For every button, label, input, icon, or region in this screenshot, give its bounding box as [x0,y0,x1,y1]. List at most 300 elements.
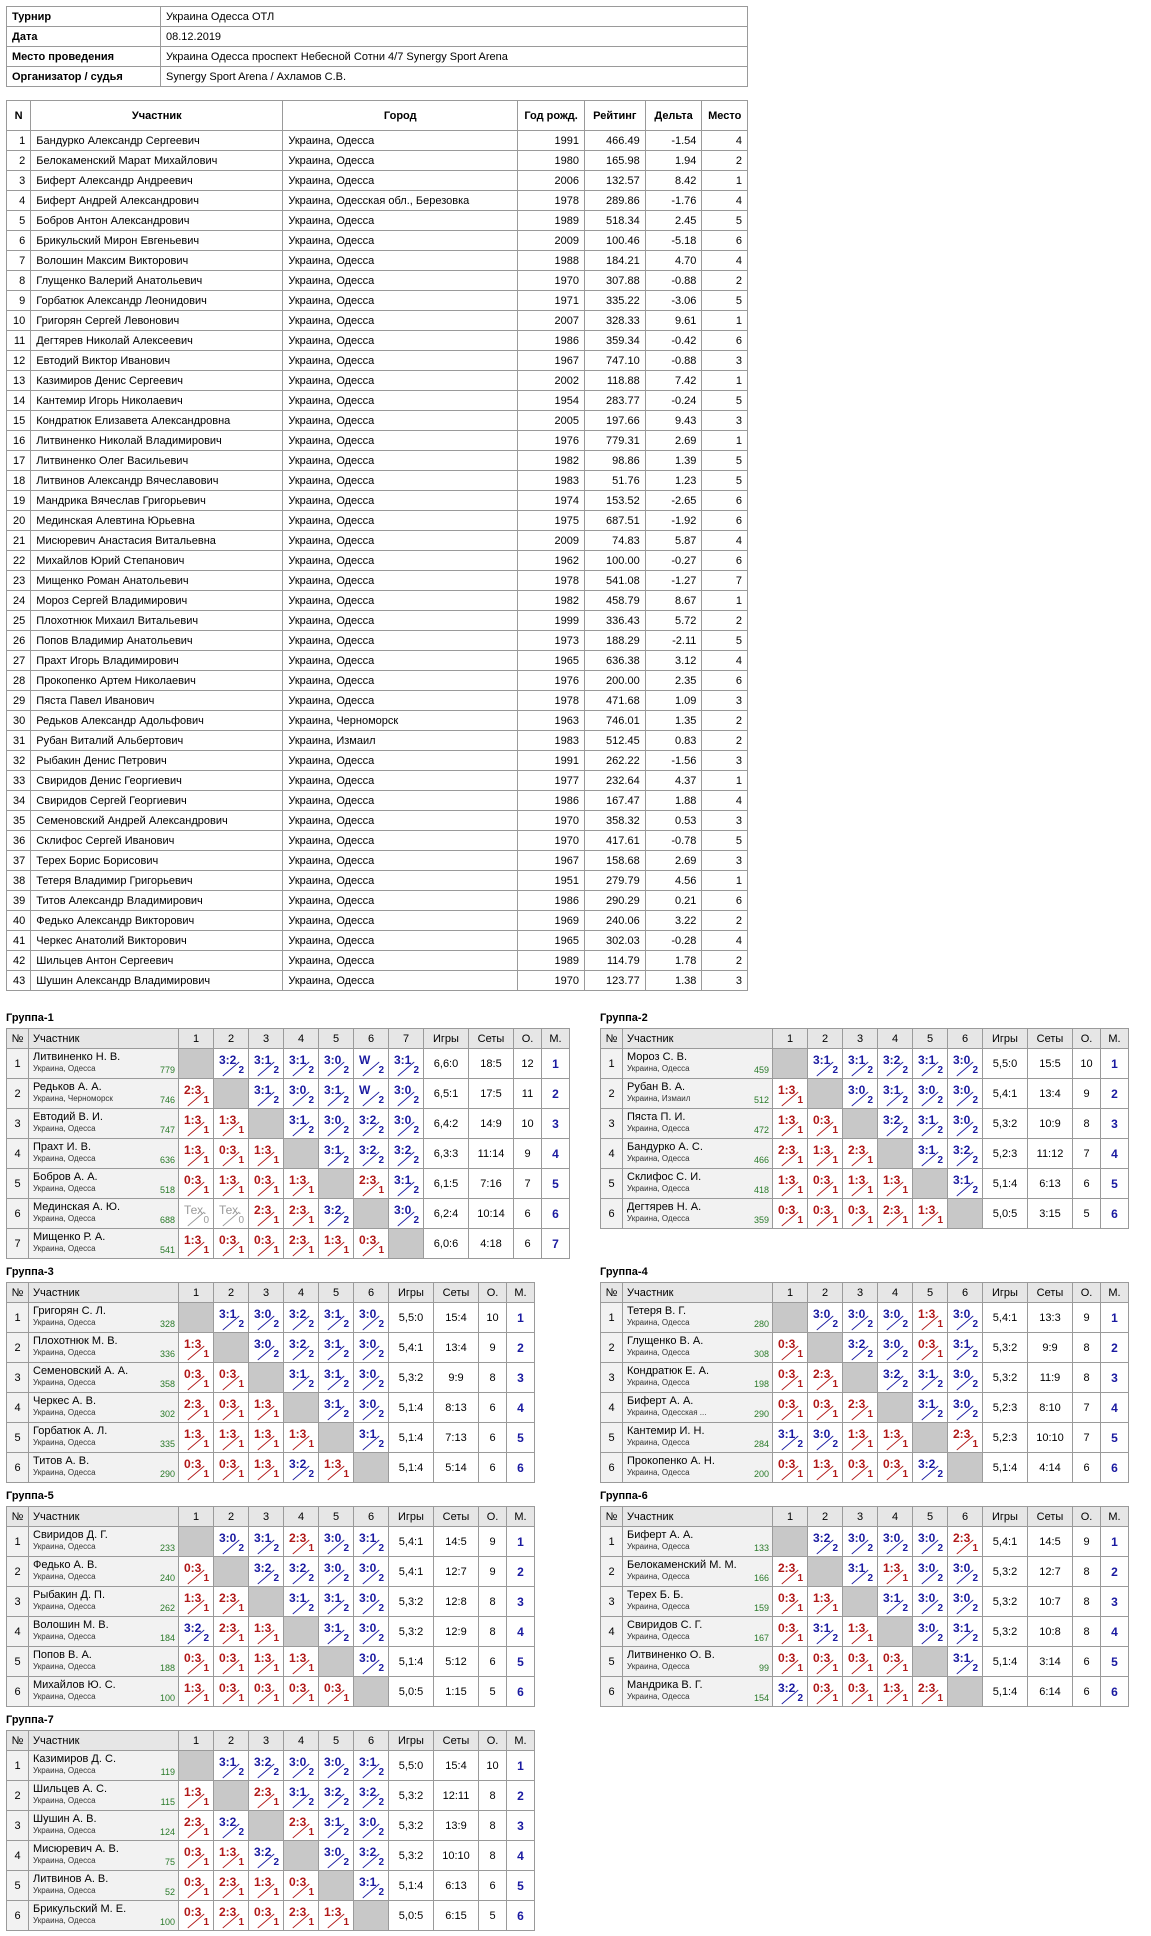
participant-city: Украина, Одесса [283,771,518,791]
group-place: 4 [507,1841,535,1871]
participant-row [7,191,748,211]
match-points: 2 [867,1573,873,1584]
group-player-rating: 336 [159,1349,175,1359]
group-place: 2 [1101,1557,1129,1587]
group-player-rating: 52 [164,1887,175,1897]
match-result [284,1079,318,1108]
group-row-number: 3 [601,1587,623,1617]
match-result [214,1527,248,1556]
group-result-cell [249,1751,284,1781]
participant-number: 26 [7,631,31,651]
match-score: 3:2 [324,1785,342,1799]
group-points: 8 [1073,1333,1101,1363]
match-score: 3:2 [289,1561,307,1575]
group-place: 2 [507,1333,535,1363]
group-player-name: Михайлов Ю. С. [33,1679,116,1691]
match-result [808,1647,842,1676]
group-result-cell [284,1527,319,1557]
group-result-cell [878,1557,913,1587]
match-result [319,1901,353,1930]
group-result-cell [214,1453,249,1483]
match-result [249,1333,283,1362]
match-score: 3:1 [813,1621,831,1635]
group-sets: 15:5 [1028,1049,1073,1079]
group-result-cell [354,1229,389,1259]
match-score: 3:0 [953,1053,971,1067]
participant-delta: -1.56 [645,751,702,771]
match-score: 3:1 [254,1083,272,1097]
group-result-cell [948,1169,983,1199]
match-score: 3:1 [359,1531,377,1545]
match-result [179,1423,213,1452]
group-result-cell [389,1109,424,1139]
participant-delta: -0.28 [645,931,702,951]
participant-row [7,251,748,271]
match-points: 2 [238,1065,244,1076]
group-player-rating: 308 [753,1349,769,1359]
group-player-city: Украина, Одесса [33,1244,96,1253]
group-result-cell [249,1647,284,1677]
match-result [389,1109,423,1138]
match-result [249,1169,283,1198]
group-header-games: Игры [983,1283,1028,1303]
group-player-rating: 358 [159,1379,175,1389]
participant-row [7,911,748,931]
participant-name: Титов Александр Владимирович [31,891,283,911]
match-points: 0 [203,1215,209,1226]
match-result [773,1079,807,1108]
participant-place: 2 [702,711,748,731]
participant-delta: 8.67 [645,591,702,611]
group-sets: 9:9 [434,1363,479,1393]
match-result [214,1453,248,1482]
group-result-cell [179,1229,214,1259]
participant-place: 1 [702,771,748,791]
match-result [354,1333,388,1362]
match-score: 3:1 [324,1367,342,1381]
match-result [948,1587,982,1616]
group-place: 2 [1101,1333,1129,1363]
participant-rating: 747.10 [584,351,645,371]
match-points: 2 [378,1663,384,1674]
participant-rating: 200.00 [584,671,645,691]
match-points: 1 [832,1603,838,1614]
group-player-city: Украина, Одесса [627,1064,690,1073]
group-result-cell [179,1617,214,1647]
group-place: 6 [542,1199,570,1229]
group-place: 6 [1101,1677,1129,1707]
match-points: 1 [238,1439,244,1450]
match-points: 1 [238,1125,244,1136]
participants-table [6,100,748,991]
group-games: 5,3:2 [983,1109,1028,1139]
participant-city: Украина, Одесса [283,911,518,931]
group-header-games: Игры [983,1507,1028,1527]
match-points: 1 [273,1409,279,1420]
participant-delta: 1.09 [645,691,702,711]
participant-city: Украина, Одесса [283,311,518,331]
participant-place: 4 [702,651,748,671]
match-result [354,1587,388,1616]
group-row-number: 6 [7,1901,29,1931]
match-result [179,1363,213,1392]
match-points: 1 [273,1917,279,1928]
match-score: 3:2 [848,1337,866,1351]
group-player-cell [623,1333,773,1363]
participant-birth-year: 1965 [518,651,585,671]
match-result [179,1557,213,1586]
group-self-cell [773,1049,808,1079]
group-sets: 10:8 [1028,1617,1073,1647]
match-score: 0:3 [813,1397,831,1411]
match-points: 1 [238,1603,244,1614]
match-score: 1:3 [813,1143,831,1157]
group-place: 1 [1101,1049,1129,1079]
group-result-cell [214,1109,249,1139]
match-result [284,1453,318,1482]
group-row-number: 2 [7,1333,29,1363]
match-score: 0:3 [184,1875,202,1889]
match-points: 1 [238,1155,244,1166]
group-player-rating: 184 [159,1633,175,1643]
match-result [354,1811,388,1840]
participant-birth-year: 1974 [518,491,585,511]
match-points: 2 [343,1767,349,1778]
group-header-player: Участник [29,1507,179,1527]
group-player-cell [29,1677,179,1707]
match-score: 1:3 [918,1307,936,1321]
group-result-cell [843,1049,878,1079]
group-place: 4 [542,1139,570,1169]
participant-delta: 1.38 [645,971,702,991]
participant-birth-year: 1978 [518,191,585,211]
group-header-points: О. [1073,1507,1101,1527]
group-result-cell [808,1049,843,1079]
group-header-sets: Сеты [434,1507,479,1527]
participant-name: Белокаменский Марат Михайлович [31,151,283,171]
group-result-cell [948,1527,983,1557]
match-result [913,1617,947,1646]
group-result-cell [284,1333,319,1363]
match-result [249,1139,283,1168]
group-header-num: № [7,1731,29,1751]
group-result-cell [249,1229,284,1259]
match-result [354,1109,388,1138]
match-result [948,1109,982,1138]
group-self-cell [319,1871,354,1901]
group-result-cell [354,1811,389,1841]
group-row-number: 6 [7,1199,29,1229]
match-score: 1:3 [848,1173,866,1187]
match-points: 1 [203,1693,209,1704]
participants-header-cell: N [7,101,31,131]
match-points: 1 [238,1633,244,1644]
match-points: 2 [937,1409,943,1420]
match-points: 1 [797,1633,803,1644]
match-score: 3:0 [359,1591,377,1605]
match-score: 3:2 [254,1755,272,1769]
group-title: Группа-7 [6,1714,54,1726]
participant-row [7,271,748,291]
match-result [773,1423,807,1452]
group-player-rating: 166 [753,1573,769,1583]
group-self-cell [878,1617,913,1647]
match-points: 1 [902,1663,908,1674]
group-player-cell [29,1199,179,1229]
match-score: 2:3 [289,1531,307,1545]
match-points: 2 [308,1797,314,1808]
participant-rating: 240.06 [584,911,645,931]
match-score: 1:3 [778,1113,796,1127]
group-player-cell [29,1557,179,1587]
group-player-rating: 779 [159,1065,175,1075]
group-points: 10 [514,1109,542,1139]
match-result [878,1333,912,1362]
group-row-number: 5 [7,1871,29,1901]
match-points: 1 [238,1693,244,1704]
participant-number: 7 [7,251,31,271]
group-player-city: Украина, Одесса [627,1214,690,1223]
match-score: 3:0 [289,1755,307,1769]
participant-rating: 74.83 [584,531,645,551]
participant-delta: 3.22 [645,911,702,931]
match-score: 3:0 [359,1337,377,1351]
match-points: 2 [867,1349,873,1360]
participant-rating: 123.77 [584,971,645,991]
participant-birth-year: 1970 [518,831,585,851]
group-result-cell [249,1169,284,1199]
group-result-cell [214,1139,249,1169]
group-place: 3 [507,1587,535,1617]
match-points: 2 [902,1065,908,1076]
match-points: 2 [343,1215,349,1226]
participant-row [7,131,748,151]
group-result-cell [284,1303,319,1333]
group-place: 1 [1101,1527,1129,1557]
match-points: 1 [797,1215,803,1226]
group-header-row [7,1029,570,1049]
group-points: 8 [479,1841,507,1871]
match-points: 2 [273,1767,279,1778]
group-row [7,1677,535,1707]
group-player-rating: 466 [753,1155,769,1165]
participant-place: 5 [702,291,748,311]
group-points: 7 [1073,1423,1101,1453]
match-result [319,1333,353,1362]
group-result-cell [319,1393,354,1423]
participant-place: 2 [702,611,748,631]
group-sets: 4:14 [1028,1453,1073,1483]
match-score: 0:3 [184,1905,202,1919]
participant-delta: -1.27 [645,571,702,591]
group-row [601,1587,1129,1617]
match-score: 2:3 [813,1367,831,1381]
group-place: 4 [507,1617,535,1647]
group-result-cell [354,1333,389,1363]
match-result [249,1871,283,1900]
group-player-name: Свиридов Д. Г. [33,1529,108,1541]
match-result [179,1139,213,1168]
match-result [948,1139,982,1168]
match-points: 1 [238,1663,244,1674]
match-result [843,1617,877,1646]
group-player-rating: 328 [159,1319,175,1329]
match-score: 1:3 [219,1113,237,1127]
participant-city: Украина, Одесса [283,891,518,911]
match-score: 3:1 [254,1531,272,1545]
match-result [843,1647,877,1676]
match-points: 1 [203,1857,209,1868]
group-header-row [601,1029,1129,1049]
group-result-cell [354,1781,389,1811]
match-points: 2 [378,1125,384,1136]
group-row-number: 6 [7,1453,29,1483]
participant-place: 4 [702,791,748,811]
participant-birth-year: 1967 [518,351,585,371]
group-row-number: 6 [601,1677,623,1707]
match-result [913,1049,947,1078]
group-player-name: Пяста П. И. [627,1111,686,1123]
group-row [601,1303,1129,1333]
group-self-cell [249,1109,284,1139]
participant-rating: 262.22 [584,751,645,771]
group-result-cell [214,1423,249,1453]
match-points: 2 [378,1409,384,1420]
group-result-cell [913,1557,948,1587]
participant-place: 2 [702,731,748,751]
participant-delta: 1.39 [645,451,702,471]
group-row-number: 6 [7,1677,29,1707]
match-score: 1:3 [254,1651,272,1665]
info-value: 08.12.2019 [161,27,748,47]
group-player-name: Бобров А. А. [33,1171,98,1183]
match-result [284,1199,318,1228]
match-result [913,1199,947,1228]
match-score: 3:0 [953,1397,971,1411]
participant-city: Украина, Одесса [283,171,518,191]
participant-rating: 746.01 [584,711,645,731]
group-row-number: 5 [7,1169,29,1199]
participant-number: 4 [7,191,31,211]
match-points: 2 [343,1827,349,1838]
group-header-opponent: 1 [179,1029,214,1049]
participant-rating: 471.68 [584,691,645,711]
group-place: 1 [507,1527,535,1557]
match-score: 3:1 [324,1397,342,1411]
group-games: 5,4:1 [389,1333,434,1363]
participant-row [7,811,748,831]
group-games: 5,3:2 [389,1363,434,1393]
group-sets: 12:7 [434,1557,479,1587]
match-points: 1 [797,1125,803,1136]
group-row-number: 1 [601,1049,623,1079]
match-points: 1 [343,1693,349,1704]
group-games: 5,4:1 [983,1303,1028,1333]
group-sets: 6:15 [434,1901,479,1931]
group-player-rating: 459 [753,1065,769,1075]
participant-delta: -1.92 [645,511,702,531]
group-self-cell [948,1199,983,1229]
group-header-player: Участник [29,1029,179,1049]
match-result [249,1303,283,1332]
participant-row [7,591,748,611]
match-points: 1 [902,1469,908,1480]
group-result-cell [389,1199,424,1229]
group-points: 5 [1073,1199,1101,1229]
group-header-opponent: 2 [808,1029,843,1049]
group-result-cell [354,1363,389,1393]
participant-row [7,671,748,691]
group-place: 2 [1101,1079,1129,1109]
match-result [948,1557,982,1586]
match-result [284,1647,318,1676]
match-score: 1:3 [219,1845,237,1859]
group-row-number: 3 [601,1363,623,1393]
participant-number: 16 [7,431,31,451]
group-result-cell [878,1677,913,1707]
participant-rating: 100.00 [584,551,645,571]
group-self-cell [808,1557,843,1587]
participant-city: Украина, Одесса [283,491,518,511]
group-games: 6,3:3 [424,1139,469,1169]
group-row [7,1841,535,1871]
participant-city: Украина, Одесса [283,811,518,831]
match-result [179,1109,213,1138]
participant-row [7,351,748,371]
group-player-name: Федько А. В. [33,1559,98,1571]
match-score: 0:3 [324,1681,342,1695]
match-result [319,1527,353,1556]
match-result [773,1587,807,1616]
match-result [249,1229,283,1258]
match-result [249,1453,283,1482]
match-points: 2 [238,1543,244,1554]
match-result [214,1049,248,1078]
group-player-rating: 100 [159,1917,175,1927]
group-games: 5,1:4 [983,1453,1028,1483]
group-result-cell [808,1617,843,1647]
match-result [354,1647,388,1676]
group-self-cell [179,1751,214,1781]
match-score: 1:3 [289,1651,307,1665]
group-result-cell [913,1139,948,1169]
match-result [843,1423,877,1452]
participant-birth-year: 1989 [518,211,585,231]
match-result [214,1169,248,1198]
group-player-cell [29,1393,179,1423]
group-header-opponent: 2 [808,1283,843,1303]
group-player-name: Прахт И. В. [33,1141,92,1153]
match-result [843,1527,877,1556]
group-self-cell [284,1139,319,1169]
participant-rating: 541.08 [584,571,645,591]
participant-number: 11 [7,331,31,351]
match-score: 3:0 [848,1531,866,1545]
participant-rating: 335.22 [584,291,645,311]
group-row-number: 3 [7,1811,29,1841]
match-result [214,1871,248,1900]
tournament-info-table [6,6,748,87]
group-place: 4 [1101,1617,1129,1647]
participant-city: Украина, Одесса [283,831,518,851]
group-result-cell [319,1617,354,1647]
participant-place: 5 [702,391,748,411]
participant-place: 1 [702,431,748,451]
match-points: 2 [937,1379,943,1390]
match-score: 0:3 [883,1457,901,1471]
match-score: 3:0 [953,1367,971,1381]
participant-rating: 118.88 [584,371,645,391]
